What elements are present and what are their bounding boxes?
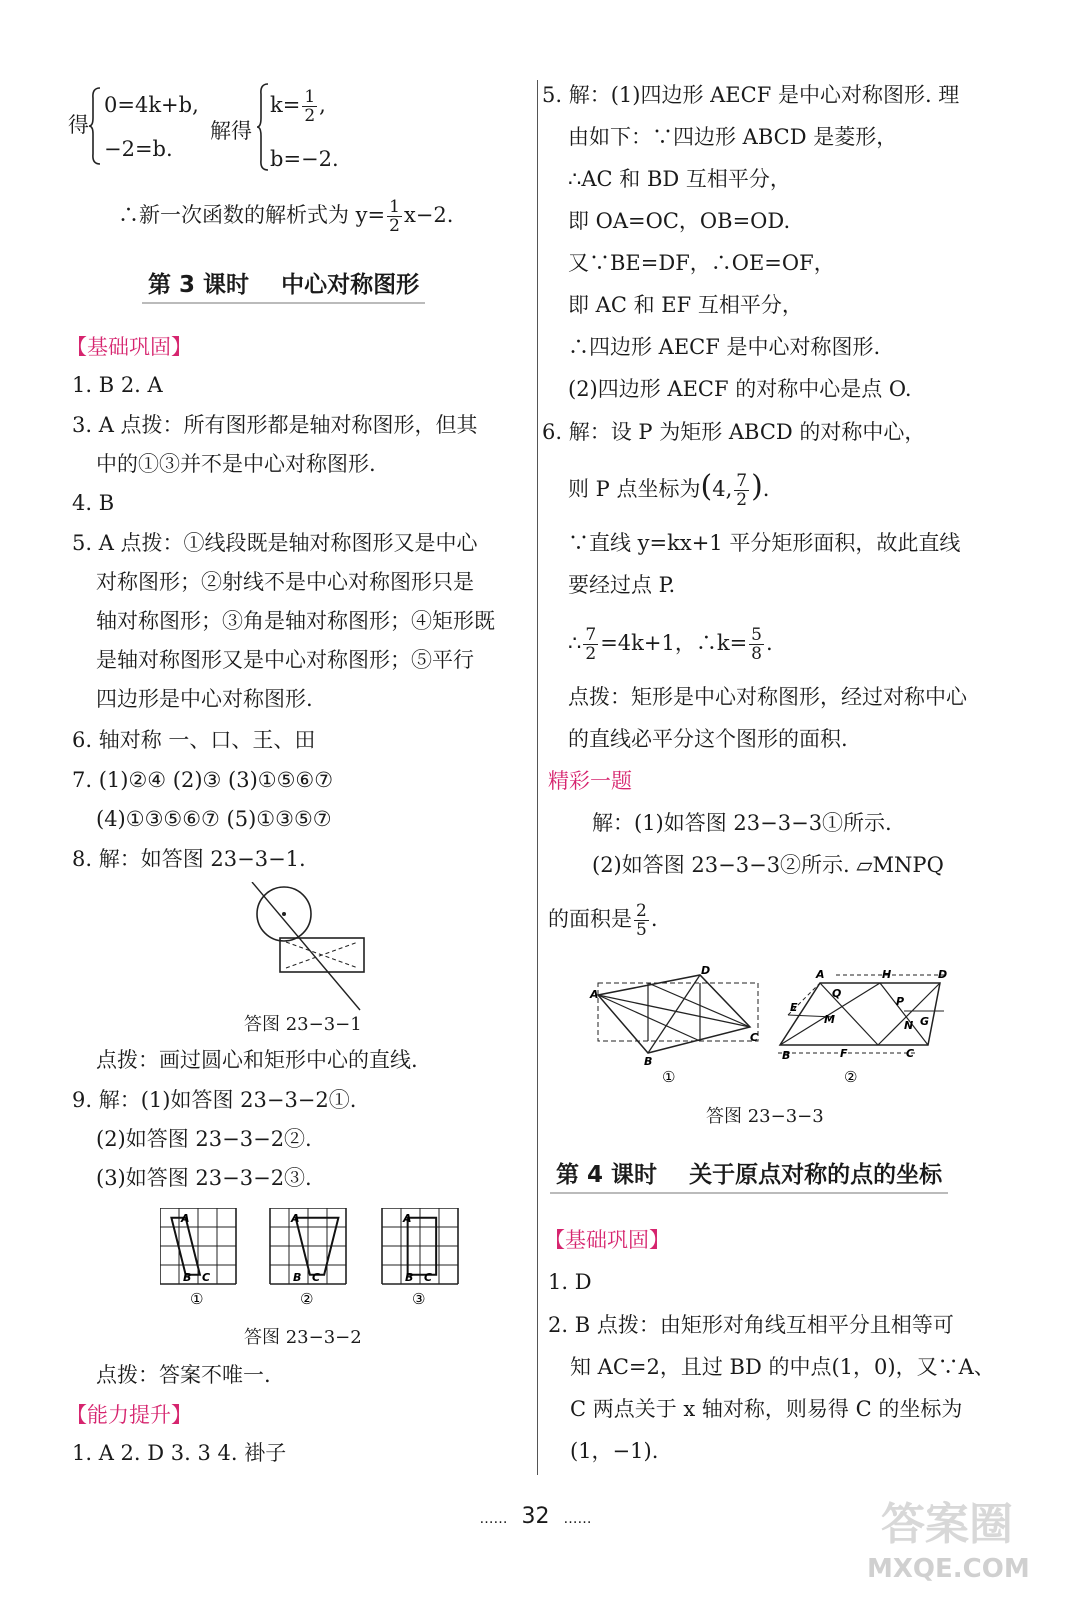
fraction: $\frac{1}{2}$ [304,87,316,126]
svg-text:C: C [750,1031,759,1044]
answer-5a: 5. A 点拨：①线段既是轴对称图形又是中心 [72,531,478,555]
svg-text:N: N [904,1019,914,1032]
svg-text:D: D [938,968,948,981]
svg-text:H: H [882,968,892,981]
r6e: ∴ $\frac{7}{2}$ =4k+1，∴k= $\frac{5}{8}$ . [568,625,773,664]
lesson-4-heading: 第 4 课时 关于原点对称的点的坐标 [550,1160,948,1194]
svg-text:G: G [920,1015,930,1028]
r6-tip-a: 点拨：矩形是中心对称图形，经过对称中心 [568,685,967,709]
r5a: 5. 解：(1)四边形 AECF 是中心对称图形. 理 [542,83,960,107]
answer-5d: 是轴对称图形又是中心对称图形；⑤平行 [96,648,474,672]
sys-b: b=−2. [270,147,339,171]
answer-8: 8. 解：如答图 23−3−1. [72,847,306,871]
fraction: $\frac{5}{8}$ [751,625,762,664]
column-divider [537,80,538,1475]
fig-label-2: ② [844,1068,858,1086]
conclusion-line: ∴新一次函数的解析式为 y= $\frac{1}{2}$ x−2. [118,197,454,236]
answer-9c: (3)如答图 23−3−2③. [96,1166,312,1190]
fraction: $\frac{1}{2}$ [389,197,400,236]
grid-label-c: C [202,1271,211,1284]
c1: 1. D [548,1270,592,1294]
sys-eq2: −2=b. [104,137,173,161]
r5c: ∴AC 和 BD 互相平分， [568,167,791,191]
svg-text:F: F [840,1047,848,1060]
svg-text:MXQE.COM: MXQE.COM [867,1554,1030,1582]
grid-label-b: B [183,1271,192,1284]
jingcai-1: 解：(1)如答图 23−3−3①所示. [592,811,892,835]
svg-text:E: E [790,1001,798,1014]
answer-1-2: 1. B 2. A [72,373,163,397]
c2b: 知 AC=2，且过 BD 的中点(1，0)，又∵A、 [570,1355,995,1379]
figure-23-3-1 [248,882,378,1012]
c2a: 2. B 点拨：由矩形对角线互相平分且相等可 [548,1313,954,1337]
fig-3-1 [589,965,758,1086]
section-basic-2: 【基础巩固】 [544,1228,670,1252]
section-ability: 【能力提升】 [66,1403,192,1427]
svg-text:B: B [782,1049,791,1062]
jingcai-3: 的面积是 $\frac{2}{5}$ . [548,901,658,940]
grid-2 [270,1208,346,1308]
sys-eq1: 0=4k+b, [104,93,199,117]
sys-de: 得 [68,113,89,137]
r5h: (2)四边形 AECF 的对称中心是点 O. [568,377,912,401]
r6d: 要经过点 P. [568,573,676,597]
r6-tip-b: 的直线必平分这个图形的面积. [568,727,848,751]
r5d: 即 OA=OC，OB=OD. [568,209,791,233]
r5b: 由如下：∵四边形 ABCD 是菱形， [568,125,898,149]
grid-3 [382,1208,458,1308]
fraction: $\frac{7}{2}$ [585,625,597,664]
answer-9-tip: 点拨：答案不唯一. [96,1363,271,1387]
answer-9b: (2)如答图 23−3−2②. [96,1127,312,1151]
c2c: C 两点关于 x 轴对称，则易得 C 的坐标为 [570,1397,963,1421]
svg-text:C: C [906,1047,915,1060]
answer-7a: 7. (1)②④ (2)③ (3)①⑤⑥⑦ [72,768,334,792]
r6b: 则 P 点坐标为(4, $\frac{7}{2}$ ). [568,469,770,510]
grid-number-label: ② [300,1290,314,1308]
grid-label-c: C [424,1271,433,1284]
sys-k: k= $\frac{1}{2}$ , [270,87,326,126]
answer-7b: (4)①③⑤⑥⑦ (5)①③⑤⑦ [96,807,332,831]
sys-jiede: 解得 [210,119,252,143]
answer-5c: 轴对称图形；③角是轴对称图形；④矩形既 [96,609,495,633]
ability-answers: 1. A 2. D 3. 3 4. 褂子 [72,1441,287,1465]
watermark [861,1487,1041,1582]
grid-number-label: ① [190,1290,204,1308]
fig-3-2 [778,968,948,1086]
c2d: (1，−1). [570,1439,659,1463]
r6a: 6. 解：设 P 为矩形 ABCD 的对称中心， [542,420,926,444]
svg-text:Q: Q [832,987,842,1000]
answer-4: 4. B [72,491,115,515]
grid-label-b: B [293,1271,302,1284]
jingcai-2: (2)如答图 23−3−3②所示. ▱MNPQ [592,853,944,877]
answer-8-tip: 点拨：画过圆心和矩形中心的直线. [96,1048,418,1072]
r6c: ∵直线 y=kx+1 平分矩形面积，故此直线 [568,531,961,555]
svg-text:P: P [896,995,905,1008]
lesson-3-heading: 第 3 课时 中心对称图形 [142,270,425,304]
answer-5e: 四边形是中心对称图形. [96,687,313,711]
grid-label-a: A [291,1212,300,1225]
answer-5b: 对称图形；②射线不是中心对称图形只是 [96,570,474,594]
left-brace-2 [256,82,270,172]
svg-text:答案圈: 答案圈 [881,1499,1013,1550]
fraction: $\frac{7}{2}$ [736,471,748,510]
r5f: 即 AC 和 EF 互相平分， [568,293,803,317]
answer-9a: 9. 解：(1)如答图 23−3−2①. [72,1088,357,1112]
grid-number-label: ③ [412,1290,426,1308]
svg-text:A: A [816,968,825,981]
left-brace-1 [88,86,102,166]
section-jingcai: 精彩一题 [548,769,632,793]
caption-23-3-3: 答图 23−3−3 [706,1106,824,1127]
section-basic: 【基础巩固】 [66,335,192,359]
grid-label-a: A [403,1212,412,1225]
fraction: $\frac{2}{5}$ [636,901,647,940]
grid-label-a: A [181,1212,190,1225]
answer-3b: 中的①③并不是中心对称图形. [96,452,376,476]
figure-23-3-3 [588,965,1008,1090]
fig-label-1: ① [662,1068,676,1086]
caption-23-3-1: 答图 23−3−1 [244,1014,362,1035]
grid-label-c: C [312,1271,321,1284]
answer-6: 6. 轴对称 一、口、王、田 [72,728,316,752]
svg-text:D: D [701,965,711,977]
answer-3a: 3. A 点拨：所有图形都是轴对称图形，但其 [72,413,478,437]
grid-label-b: B [405,1271,414,1284]
grid-1 [160,1208,236,1308]
svg-text:B: B [644,1055,653,1068]
figure-23-3-2 [160,1208,470,1308]
caption-23-3-2: 答图 23−3−2 [244,1327,362,1348]
svg-text:A: A [590,988,599,1001]
svg-text:M: M [824,1013,835,1026]
r5e: 又∵BE=DF，∴OE=OF， [568,251,835,275]
page-number: …… 32 …… [479,1504,592,1529]
r5g: ∴四边形 AECF 是中心对称图形. [568,335,881,359]
